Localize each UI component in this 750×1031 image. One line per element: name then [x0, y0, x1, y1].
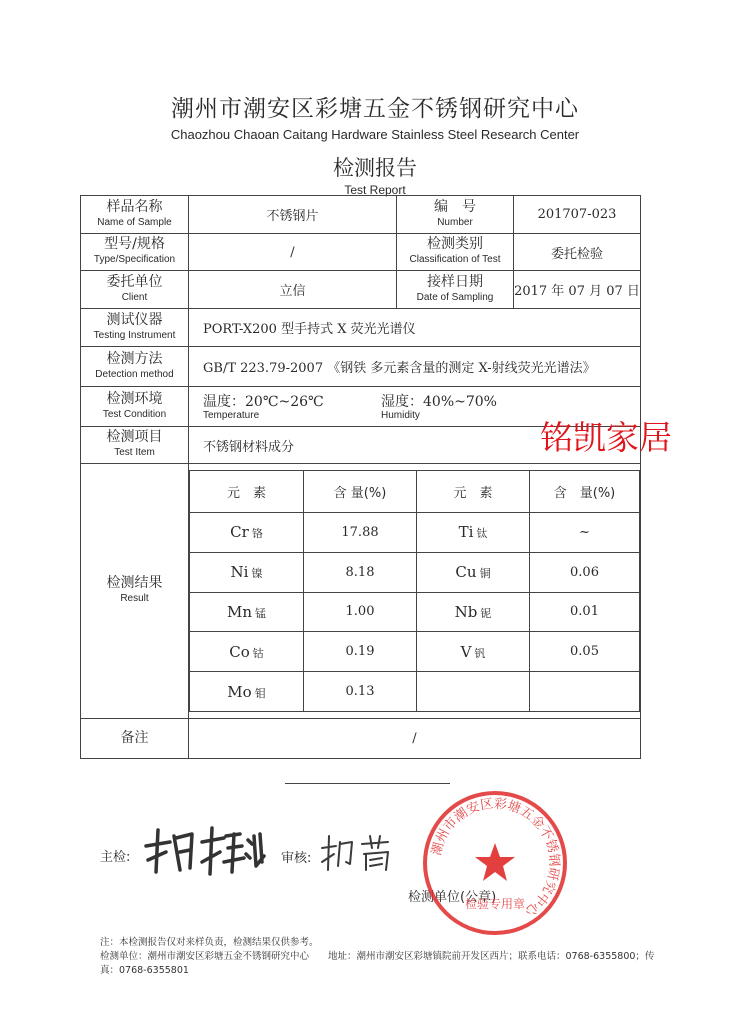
result-label: 检测结果 Result	[81, 464, 189, 719]
unit-label: 检测单位(公章)	[408, 890, 497, 905]
stamp-star-icon	[475, 843, 515, 881]
content-cell: 0.19	[304, 632, 417, 672]
org-title-en: Chaozhou Chaoan Caitang Hardware Stainless Steel Research Center	[170, 127, 580, 142]
type-label: 型号/规格 Type/Specification	[81, 234, 189, 271]
official-stamp	[420, 788, 570, 938]
content-cell: 0.06	[530, 552, 640, 592]
footer-unit-line: 检测单位：潮州市潮安区彩塘五金不锈钢研究中心 地址：潮州市潮安区彩塘镇院前开发区西片；联系电话：0768-6355800；传	[100, 951, 655, 962]
content-cell: 0.01	[530, 592, 640, 632]
element-cell: Cr 铬	[190, 512, 304, 552]
result-row	[190, 592, 640, 632]
content-cell: ~	[530, 512, 640, 552]
brand-watermark: 铭凯家居	[540, 418, 672, 457]
divider-line	[285, 783, 450, 784]
result-header-row	[190, 471, 640, 513]
remarks-value: /	[189, 719, 641, 759]
element-cell: Co 钴	[190, 632, 304, 672]
number-value: 201707-023	[514, 196, 641, 234]
content-cell: 1.00	[304, 592, 417, 632]
temperature-value: 温度：20℃~26℃	[203, 394, 324, 410]
element-cell: Cu 铜	[417, 552, 530, 592]
result-header: 元 素	[417, 471, 530, 513]
content-cell: 0.05	[530, 632, 640, 672]
element-cell: Mn 锰	[190, 592, 304, 632]
sample-name-value: 不锈钢片	[189, 196, 397, 234]
content-cell: 8.18	[304, 552, 417, 592]
humidity-label-en: Humidity	[381, 410, 420, 421]
reviewer-signature	[318, 832, 398, 876]
type-value: /	[189, 234, 397, 271]
result-row	[190, 552, 640, 592]
stamp-subtext: 检验专用章	[464, 897, 526, 911]
element-cell: Mo 钼	[190, 672, 304, 712]
result-row	[190, 672, 640, 712]
row-type	[81, 234, 641, 271]
classification-value: 委托检验	[514, 234, 641, 271]
result-header: 元 素	[190, 471, 304, 513]
instrument-value: PORT-X200 型手持式 X 荧光光谱仪	[189, 309, 641, 347]
report-table	[80, 195, 641, 759]
element-cell	[417, 672, 530, 712]
method-label: 检测方法 Detection method	[81, 347, 189, 387]
row-instrument	[81, 309, 641, 347]
humidity-value: 湿度：40%~70%	[381, 394, 497, 410]
row-method	[81, 347, 641, 387]
footer-note: 注：本检测报告仅对来样负责，检测结果仅供参考。	[100, 937, 319, 948]
remarks-label: 备注	[81, 719, 189, 759]
classification-label: 检测类别 Classification of Test	[397, 234, 514, 271]
row-result	[81, 464, 641, 719]
client-label: 委托单位 Client	[81, 271, 189, 309]
element-cell: Ni 镍	[190, 552, 304, 592]
result-row	[190, 512, 640, 552]
instrument-label: 测试仪器 Testing Instrument	[81, 309, 189, 347]
inspector-label: 主检:	[100, 850, 131, 865]
reviewer-label: 审核:	[281, 851, 312, 866]
report-title-en: Test Report	[344, 183, 406, 197]
method-value: GB/T 223.79-2007 《钢铁 多元素含量的测定 X-射线荧光光谱法》	[189, 347, 641, 387]
result-cell	[189, 464, 641, 719]
result-header: 含 量(%)	[304, 471, 417, 513]
element-cell: Ti 钛	[417, 512, 530, 552]
date-label: 接样日期 Date of Sampling	[397, 271, 514, 309]
condition-label: 检测环境 Test Condition	[81, 387, 189, 427]
client-value: 立信	[189, 271, 397, 309]
result-header: 含 量(%)	[530, 471, 640, 513]
row-client	[81, 271, 641, 309]
temperature-label-en: Temperature	[203, 410, 260, 421]
number-label: 编 号 Number	[397, 196, 514, 234]
footer-fax-line: 真：0768-6355801	[100, 965, 189, 976]
report-title-cn: 检测报告	[333, 156, 417, 180]
content-cell: 0.13	[304, 672, 417, 712]
item-label: 检测项目 Test Item	[81, 427, 189, 464]
inspector-signature	[140, 822, 270, 882]
element-cell: Nb 铌	[417, 592, 530, 632]
element-cell: V 钒	[417, 632, 530, 672]
org-title-cn: 潮州市潮安区彩塘五金不锈钢研究中心	[171, 96, 579, 122]
result-row	[190, 632, 640, 672]
sample-name-label: 样品名称 Name of Sample	[81, 196, 189, 234]
content-cell: 17.88	[304, 512, 417, 552]
date-value: 2017 年 07 月 07 日	[514, 271, 641, 309]
content-cell	[530, 672, 640, 712]
item-value: 不锈钢材料成分	[189, 427, 641, 464]
result-table	[189, 470, 640, 712]
stamp-text: 潮州市潮安区彩塘五金不锈钢研究中心	[429, 796, 562, 919]
row-sample-name	[81, 196, 641, 234]
row-remarks	[81, 719, 641, 759]
